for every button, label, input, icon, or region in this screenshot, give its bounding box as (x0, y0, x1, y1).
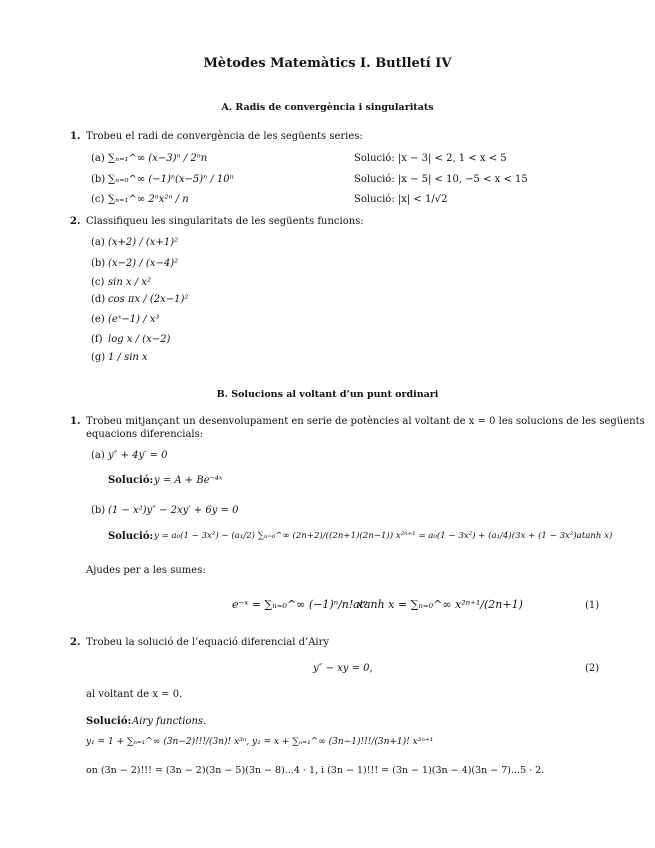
a2-item-d-label: (d) (91, 294, 106, 305)
a1-item-a-solution: Solució: |x − 3| < 2, 1 < x < 5 (354, 153, 507, 164)
b1-item-b-equation: (1 − x²)y″ − 2xy′ + 6y = 0 (108, 505, 239, 516)
a1-item-c-expr: ∑ₙ₌₁^∞ 2ⁿx²ⁿ / n (108, 194, 189, 205)
question-b1-number: 1. (70, 416, 81, 427)
a2-item-f-expr: log x / (x−2) (108, 334, 171, 345)
a2-item-d-expr: cos πx / (2x−1)² (108, 294, 189, 305)
a2-item-b-expr: (x−2) / (x−4)² (108, 258, 179, 269)
b1-item-b-label: (b) (91, 505, 106, 516)
a2-item-a-expr: (x+2) / (x+1)² (108, 237, 179, 248)
b2-solution-label: Solució: (86, 716, 132, 727)
a1-item-b-label: (b) (91, 174, 106, 185)
b1-hint-text: Ajudes per a les sumes: (86, 565, 206, 576)
a2-item-a-label: (a) (91, 237, 105, 248)
b2-final-note: on (3n − 2)!!! = (3n − 2)(3n − 5)(3n − 8)...4 · 1, i (3n − 1)!!! = (3n − 1)(3n − 4)(3n − 7)...5 · 2. (86, 765, 545, 776)
section-b-heading: B. Solucions al voltant d’un punt ordinari (216, 389, 439, 400)
b1-item-b-solution-label: Solució: (108, 531, 154, 542)
hint-equation-atanh: atanh x = ∑ₙ₌₀^∞ x²ⁿ⁺¹/(2n+1) (353, 598, 523, 611)
a2-item-c-expr: sin x / x² (108, 277, 151, 288)
question-a1-text: Trobeu el radi de convergència de les següents series: (86, 131, 363, 142)
a2-item-b-label: (b) (91, 258, 106, 269)
question-b1-text-line1: Trobeu mitjançant un desenvolupament en serie de potències al voltant de x = 0 les solucions de les següents (86, 416, 645, 427)
question-b2-number: 2. (70, 637, 81, 648)
a1-item-a-expr: ∑ₙ₌₁^∞ (x−3)ⁿ / 2ⁿn (108, 153, 208, 164)
b2-solution-text: Airy functions. (132, 716, 207, 727)
b1-item-a-label: (a) (91, 450, 105, 461)
a2-item-e-expr: (eˣ−1) / x³ (108, 314, 160, 325)
question-b2-after-text: al voltant de x = 0. (86, 689, 183, 700)
a1-item-b-solution: Solució: |x − 5| < 10, −5 < x < 15 (354, 174, 528, 185)
airy-equation: y″ − xy = 0, (313, 663, 373, 674)
question-a2-text: Classifiqueu les singularitats de les següents funcions: (86, 216, 364, 227)
a2-item-c-label: (c) (91, 277, 105, 288)
question-a2-number: 2. (70, 216, 81, 227)
a1-item-b-expr: ∑ₙ₌₀^∞ (−1)ⁿ(x−5)ⁿ / 10ⁿ (108, 174, 234, 185)
a2-item-g-expr: 1 / sin x (108, 352, 148, 363)
a1-item-c-solution: Solució: |x| < 1/√2 (354, 194, 448, 205)
a1-item-c-label: (c) (91, 194, 105, 205)
b2-solution-series: y₁ = 1 + ∑ₙ₌₁^∞ (3n−2)!!!/(3n)! x³ⁿ, y₂ = x + ∑ₙ₌₁^∞ (3n−1)!!!/(3n+1)! x³ⁿ⁺¹ (86, 737, 434, 747)
equation-number-2: (2) (585, 663, 600, 674)
a2-item-e-label: (e) (91, 314, 105, 325)
hint-equation-exponential: e⁻ˣ = ∑ₙ₌₀^∞ (−1)ⁿ/n! xⁿ (232, 598, 368, 611)
b1-item-a-equation: y″ + 4y′ = 0 (108, 450, 168, 461)
page-title: Mètodes Matemàtics I. Butlletí IV (203, 56, 452, 71)
a2-item-g-label: (g) (91, 352, 106, 363)
a2-item-f-label: (f) (91, 334, 103, 345)
question-b2-text: Trobeu la solució de l’equació diferencial d’Airy (86, 637, 330, 648)
equation-number-1: (1) (585, 600, 600, 611)
question-a1-number: 1. (70, 131, 81, 142)
section-a-heading: A. Radis de convergència i singularitats (221, 102, 434, 113)
b1-item-a-solution: y = A + Be⁻⁴ˣ (154, 475, 223, 486)
b1-item-b-solution: y = a₀(1 − 3x²) − (a₁/2) ∑ₙ₌₀^∞ (2n+2)/((2n+1)(2n−1)) x²ⁿ⁺¹ = a₀(1 − 3x²) + (a₁/4)(3x + (1 − 3x²)atanh x) (154, 531, 613, 541)
question-b1-text-line2: equacions diferencials: (86, 429, 204, 440)
b1-item-a-solution-label: Solució: (108, 475, 154, 486)
a1-item-a-label: (a) (91, 153, 105, 164)
